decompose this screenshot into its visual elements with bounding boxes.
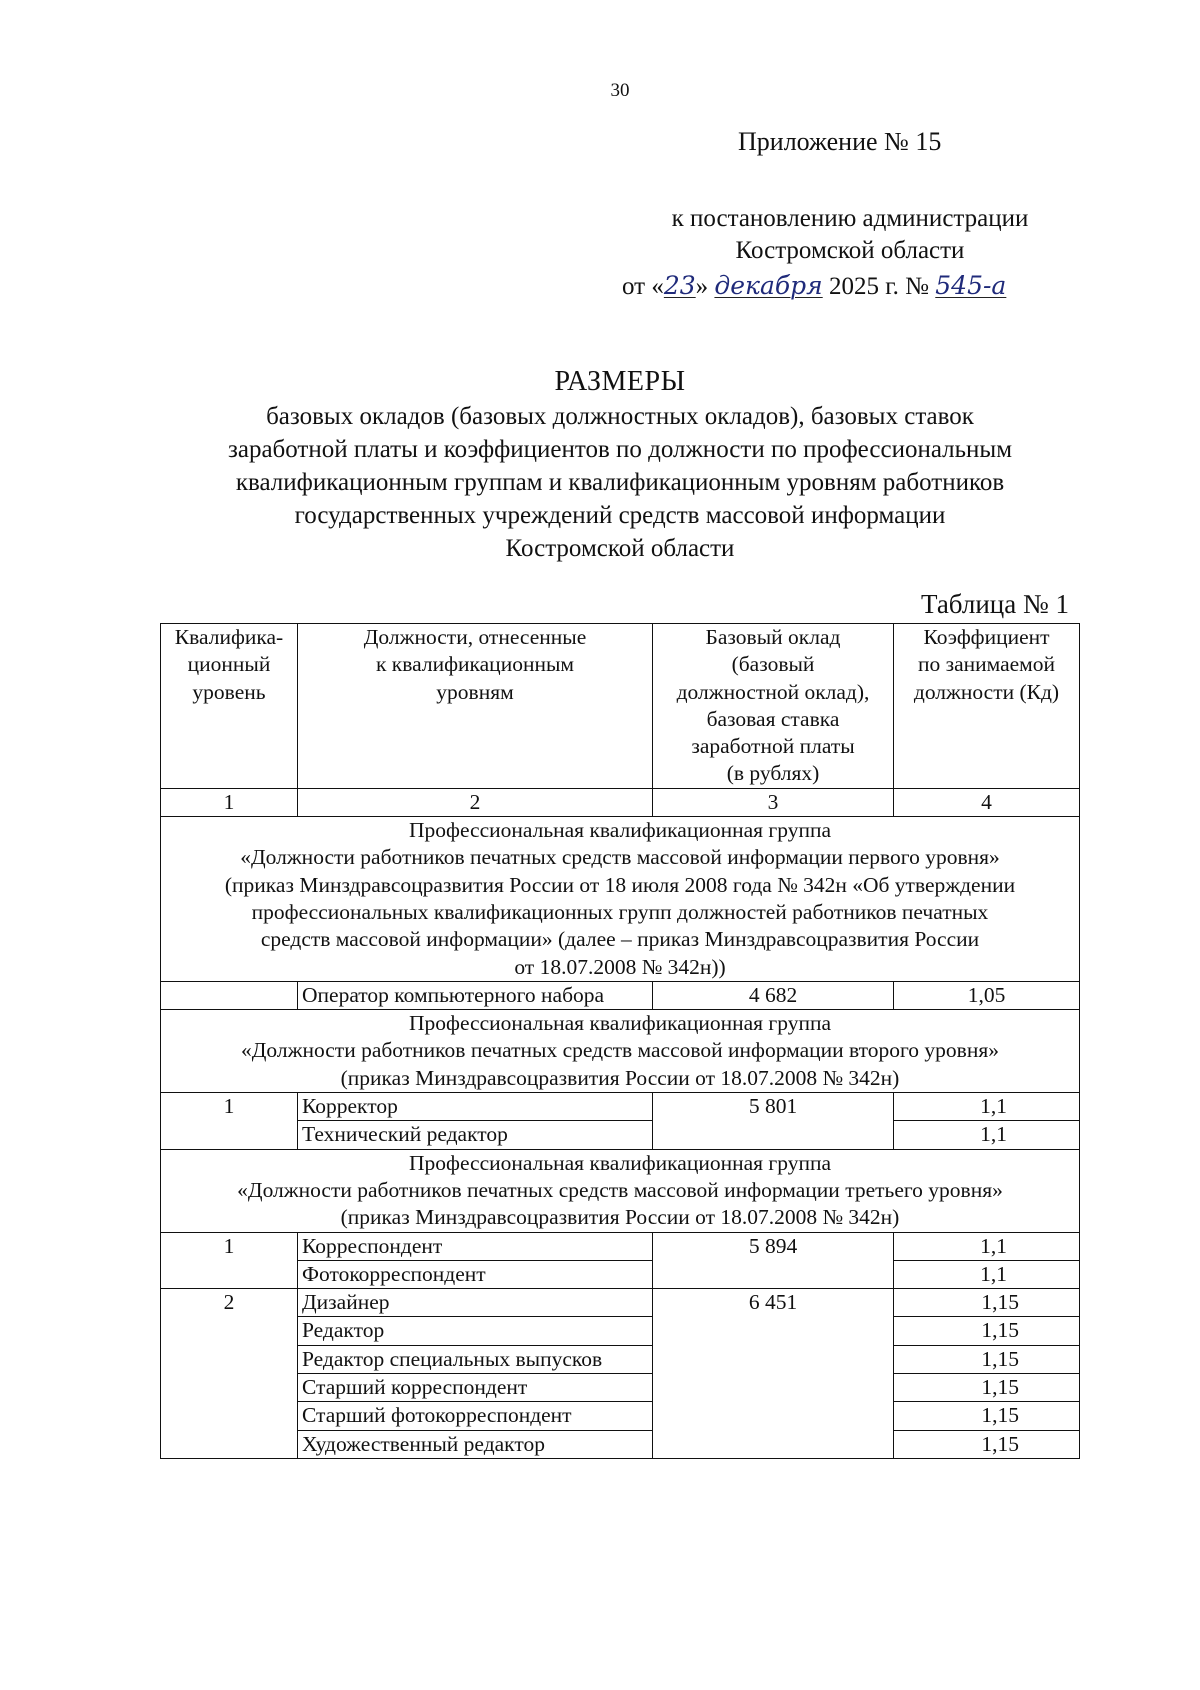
table-row bbox=[161, 1430, 1080, 1458]
coefficient-cell: 1,15 bbox=[894, 1402, 1080, 1430]
position-cell: Корреспондент bbox=[298, 1232, 653, 1260]
table-row bbox=[161, 1345, 1080, 1373]
table-row bbox=[161, 1289, 1080, 1317]
column-number: 2 bbox=[298, 788, 653, 816]
coefficient-cell: 1,1 bbox=[894, 1093, 1080, 1121]
header-level: Квалифика- ционный уровень bbox=[161, 624, 298, 789]
subtitle-line: базовых окладов (базовых должностных окладов), базовых ставок bbox=[266, 403, 974, 430]
table-row bbox=[161, 1402, 1080, 1430]
header-salary: Базовый оклад (базовый должностной оклад), базовая ставка заработной платы (в рублях) bbox=[653, 624, 894, 789]
salary-cell: 5 894 bbox=[653, 1232, 894, 1289]
handwritten-day: 23 bbox=[663, 271, 696, 300]
coefficient-cell: 1,15 bbox=[894, 1317, 1080, 1345]
handwritten-month: декабря bbox=[714, 271, 823, 300]
salary-cell: 5 801 bbox=[653, 1093, 894, 1150]
level-cell: 1 bbox=[161, 1232, 298, 1289]
subtitle-line: государственных учреждений средств массовой информации bbox=[294, 502, 946, 529]
table-row bbox=[161, 981, 1080, 1009]
position-cell: Старший фотокорреспондент bbox=[298, 1402, 653, 1430]
position-cell: Редактор специальных выпусков bbox=[298, 1345, 653, 1373]
position-cell: Корректор bbox=[298, 1093, 653, 1121]
group-3-title: Профессиональная квалификационная группа «Должности работников печатных средств массовой информации третьего уровня» (приказ Минздравсоцразвития России от 18.07.2008 № 342н) bbox=[161, 1149, 1080, 1232]
date-year: 2025 г. № bbox=[828, 273, 930, 300]
table-row bbox=[161, 1093, 1080, 1121]
salary-cell: 6 451 bbox=[653, 1289, 894, 1459]
table-caption: Таблица № 1 bbox=[921, 589, 1069, 619]
column-number: 4 bbox=[894, 788, 1080, 816]
decree-line-2: Костромской области bbox=[735, 237, 965, 264]
coefficient-cell: 1,15 bbox=[894, 1430, 1080, 1458]
table-row bbox=[161, 1374, 1080, 1402]
decree-line-1: к постановлению администрации bbox=[671, 205, 1029, 232]
page-number: 30 bbox=[610, 80, 630, 101]
table-row bbox=[161, 1260, 1080, 1288]
group-header-row bbox=[161, 1010, 1080, 1093]
coefficient-cell: 1,15 bbox=[894, 1345, 1080, 1373]
header-coefficient: Коэффициент по занимаемой должности (Кд) bbox=[894, 624, 1080, 789]
decree-date-line bbox=[622, 271, 1006, 301]
position-cell: Дизайнер bbox=[298, 1289, 653, 1317]
salary-cell: 4 682 bbox=[653, 981, 894, 1009]
position-cell: Фотокорреспондент bbox=[298, 1260, 653, 1288]
coefficient-cell: 1,15 bbox=[894, 1374, 1080, 1402]
subtitle-line: Костромской области bbox=[505, 535, 735, 562]
coefficient-cell: 1,1 bbox=[894, 1232, 1080, 1260]
group-header-row bbox=[161, 1149, 1080, 1232]
coefficient-cell: 1,1 bbox=[894, 1121, 1080, 1149]
table-header-row bbox=[161, 624, 1080, 789]
coefficient-cell: 1,15 bbox=[894, 1289, 1080, 1317]
position-cell: Редактор bbox=[298, 1317, 653, 1345]
position-cell: Технический редактор bbox=[298, 1121, 653, 1149]
group-1-title: Профессиональная квалификационная группа «Должности работников печатных средств массовой информации первого уровня» (приказ Минздравсоцразвития России от 18 июля 2008 года № 342н «Об утверждении профессиональных квалификационных групп должностей работников печатных средств массовой информации» (далее – приказ Минздравсоцразвития России от 18.07.2008 № 342н)) bbox=[161, 817, 1080, 982]
level-cell: 1 bbox=[161, 1093, 298, 1150]
column-number-row bbox=[161, 788, 1080, 816]
table-row bbox=[161, 1121, 1080, 1149]
date-prefix: от « bbox=[622, 273, 664, 300]
group-2-title: Профессиональная квалификационная группа «Должности работников печатных средств массовой информации второго уровня» (приказ Минздравсоцразвития России от 18.07.2008 № 342н) bbox=[161, 1010, 1080, 1093]
coefficient-cell: 1,05 bbox=[894, 981, 1080, 1009]
position-cell: Оператор компьютерного набора bbox=[298, 981, 653, 1009]
coefficient-cell: 1,1 bbox=[894, 1260, 1080, 1288]
salary-table bbox=[160, 623, 1080, 1459]
level-cell: 2 bbox=[161, 1289, 298, 1459]
handwritten-doc-number: 545-а bbox=[935, 271, 1007, 300]
position-cell: Старший корреспондент bbox=[298, 1374, 653, 1402]
column-number: 3 bbox=[653, 788, 894, 816]
subtitle-line: заработной платы и коэффициентов по должности по профессиональным bbox=[227, 436, 1013, 463]
document-subtitle bbox=[150, 400, 1090, 565]
appendix-label: Приложение № 15 bbox=[738, 127, 942, 156]
header-positions: Должности, отнесенные к квалификационным уровням bbox=[298, 624, 653, 789]
table-row bbox=[161, 1232, 1080, 1260]
subtitle-line: квалификационным группам и квалификационным уровням работников bbox=[235, 469, 1005, 496]
date-mid: » bbox=[695, 273, 709, 300]
document-title: РАЗМЕРЫ bbox=[554, 366, 686, 397]
level-cell bbox=[161, 981, 298, 1009]
group-header-row bbox=[161, 817, 1080, 982]
position-cell: Художественный редактор bbox=[298, 1430, 653, 1458]
decree-reference bbox=[640, 203, 1060, 267]
table-row bbox=[161, 1317, 1080, 1345]
column-number: 1 bbox=[161, 788, 298, 816]
